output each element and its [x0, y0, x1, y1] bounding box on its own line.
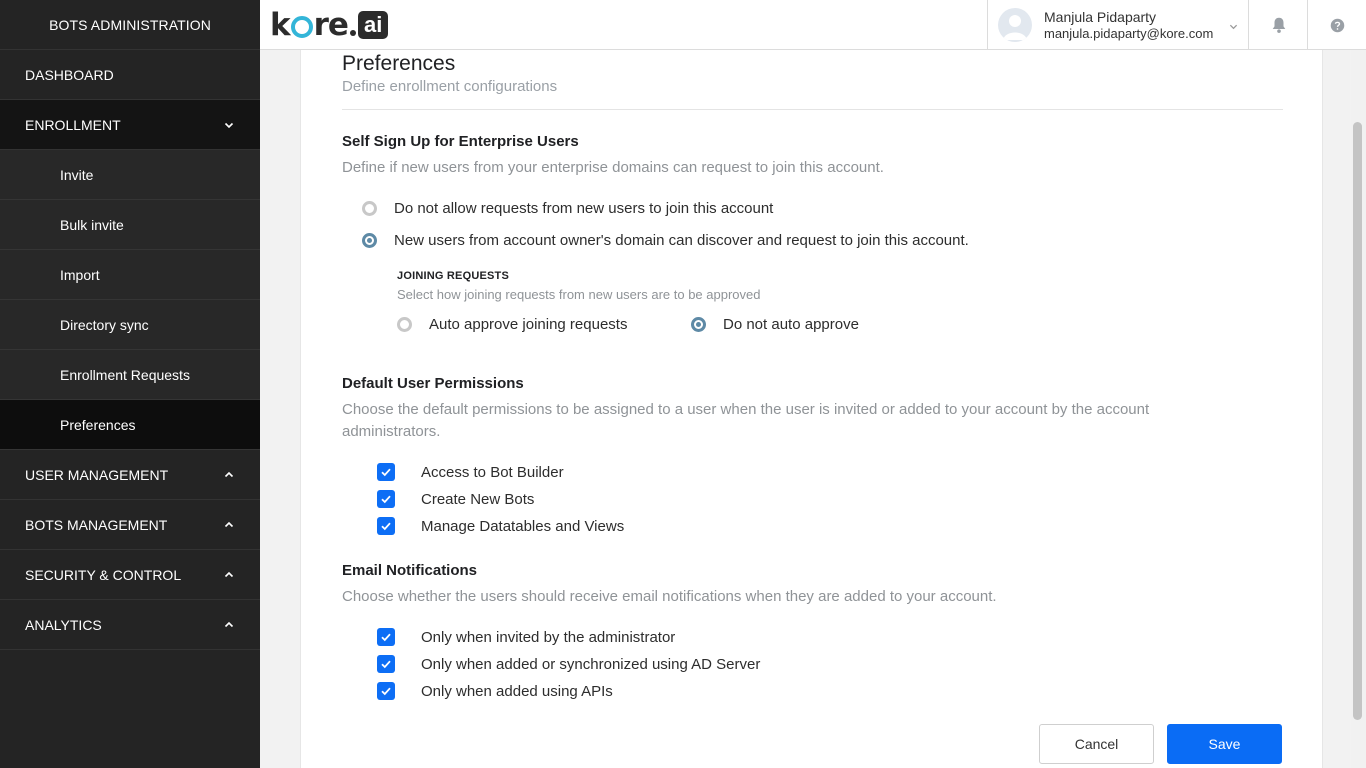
user-email: manjula.pidaparty@kore.com [1044, 26, 1214, 41]
permissions-description: Choose the default permissions to be assigned to a user when the user is invited or added to your account by the account administrators. [342, 401, 1150, 440]
radio-disallow-requests[interactable] [362, 200, 773, 217]
radio-label: Auto approve joining requests [429, 316, 628, 333]
checkbox-checked-icon [377, 490, 395, 508]
chevron-up-icon [223, 569, 235, 581]
checkbox-checked-icon [377, 463, 395, 481]
avatar [998, 8, 1032, 42]
sidebar-subitem-directory-sync[interactable]: Directory sync [0, 300, 260, 350]
sidebar [0, 0, 260, 768]
checkbox-checked-icon [377, 628, 395, 646]
page-subtitle: Define enrollment configurations [342, 78, 558, 95]
radio-label: New users from account owner's domain can discover and request to join this account. [394, 232, 969, 249]
sidebar-item-dashboard[interactable] [0, 50, 260, 100]
checkbox-label: Create New Bots [421, 490, 535, 508]
checkbox-checked-icon [377, 517, 395, 535]
checkbox-added-using-apis[interactable] [377, 682, 613, 700]
kore-ai-logo[interactable]: k re ai [270, 8, 388, 42]
help-icon[interactable] [1309, 0, 1366, 50]
email-notifications-description: Choose whether the users should receive email notifications when they are added to your account. [342, 588, 997, 605]
checkbox-ad-server[interactable] [377, 655, 760, 673]
radio-checked-icon [362, 233, 377, 248]
chevron-up-icon [223, 619, 235, 631]
sidebar-item-label: BOTS MANAGEMENT [25, 516, 168, 533]
top-header [260, 0, 1366, 50]
chevron-down-icon [223, 119, 235, 131]
sidebar-item-bots-management[interactable] [0, 500, 260, 550]
user-name: Manjula Pidaparty [1044, 9, 1157, 25]
chevron-up-icon [223, 469, 235, 481]
checkbox-label: Only when invited by the administrator [421, 628, 676, 646]
main-content [300, 50, 1323, 768]
chevron-up-icon [223, 519, 235, 531]
checkbox-create-new-bots[interactable] [377, 490, 534, 508]
radio-auto-approve[interactable] [397, 316, 627, 333]
checkbox-checked-icon [377, 655, 395, 673]
sidebar-item-label: USER MANAGEMENT [25, 466, 169, 483]
checkbox-label: Only when added or synchronized using AD Server [421, 655, 761, 673]
sidebar-item-label: DASHBOARD [25, 66, 114, 83]
scrollbar[interactable] [1351, 50, 1366, 768]
sidebar-item-enrollment[interactable] [0, 100, 260, 150]
self-signup-description: Define if new users from your enterprise domains can request to join this account. [342, 159, 884, 176]
divider [342, 109, 1283, 110]
cancel-button[interactable]: Cancel [1039, 724, 1154, 764]
checkbox-label: Only when added using APIs [421, 682, 613, 700]
self-signup-title: Self Sign Up for Enterprise Users [342, 133, 579, 150]
email-notifications-title: Email Notifications [342, 562, 478, 579]
joining-requests-description: Select how joining requests from new users are to be approved [397, 287, 761, 302]
sidebar-subitem-preferences[interactable]: Preferences [0, 400, 260, 450]
sidebar-item-analytics[interactable] [0, 600, 260, 650]
checkbox-checked-icon [377, 682, 395, 700]
sidebar-subitem-enrollment-requests[interactable]: Enrollment Requests [0, 350, 260, 400]
checkbox-manage-datatables[interactable] [377, 517, 624, 535]
radio-label: Do not allow requests from new users to join this account [394, 200, 774, 217]
radio-do-not-auto-approve[interactable] [691, 316, 859, 333]
checkbox-invited-by-admin[interactable] [377, 628, 675, 646]
notifications-bell-icon[interactable] [1250, 0, 1308, 50]
sidebar-item-user-management[interactable] [0, 450, 260, 500]
user-menu[interactable] [987, 0, 1249, 50]
sidebar-item-label: SECURITY & CONTROL [25, 566, 182, 583]
checkbox-label: Manage Datatables and Views [421, 517, 625, 535]
radio-unchecked-icon [362, 201, 377, 216]
scrollbar-thumb[interactable] [1353, 122, 1362, 720]
save-button[interactable]: Save [1167, 724, 1282, 764]
sidebar-title: BOTS ADMINISTRATION [0, 0, 260, 50]
checkbox-access-bot-builder[interactable] [377, 463, 564, 481]
checkbox-label: Access to Bot Builder [421, 463, 564, 481]
joining-requests-title: JOINING REQUESTS [397, 270, 509, 282]
radio-checked-icon [691, 317, 706, 332]
permissions-title: Default User Permissions [342, 375, 524, 392]
sidebar-item-security-control[interactable] [0, 550, 260, 600]
page-title: Preferences [342, 52, 456, 75]
radio-label: Do not auto approve [723, 316, 859, 333]
sidebar-item-label: ENROLLMENT [25, 116, 121, 133]
radio-allow-domain-requests[interactable] [362, 232, 969, 249]
sidebar-subitem-invite[interactable]: Invite [0, 150, 260, 200]
sidebar-subitem-bulk-invite[interactable]: Bulk invite [0, 200, 260, 250]
sidebar-item-label: ANALYTICS [25, 616, 102, 633]
radio-unchecked-icon [397, 317, 412, 332]
sidebar-subitem-import[interactable]: Import [0, 250, 260, 300]
chevron-down-icon [1229, 18, 1238, 36]
